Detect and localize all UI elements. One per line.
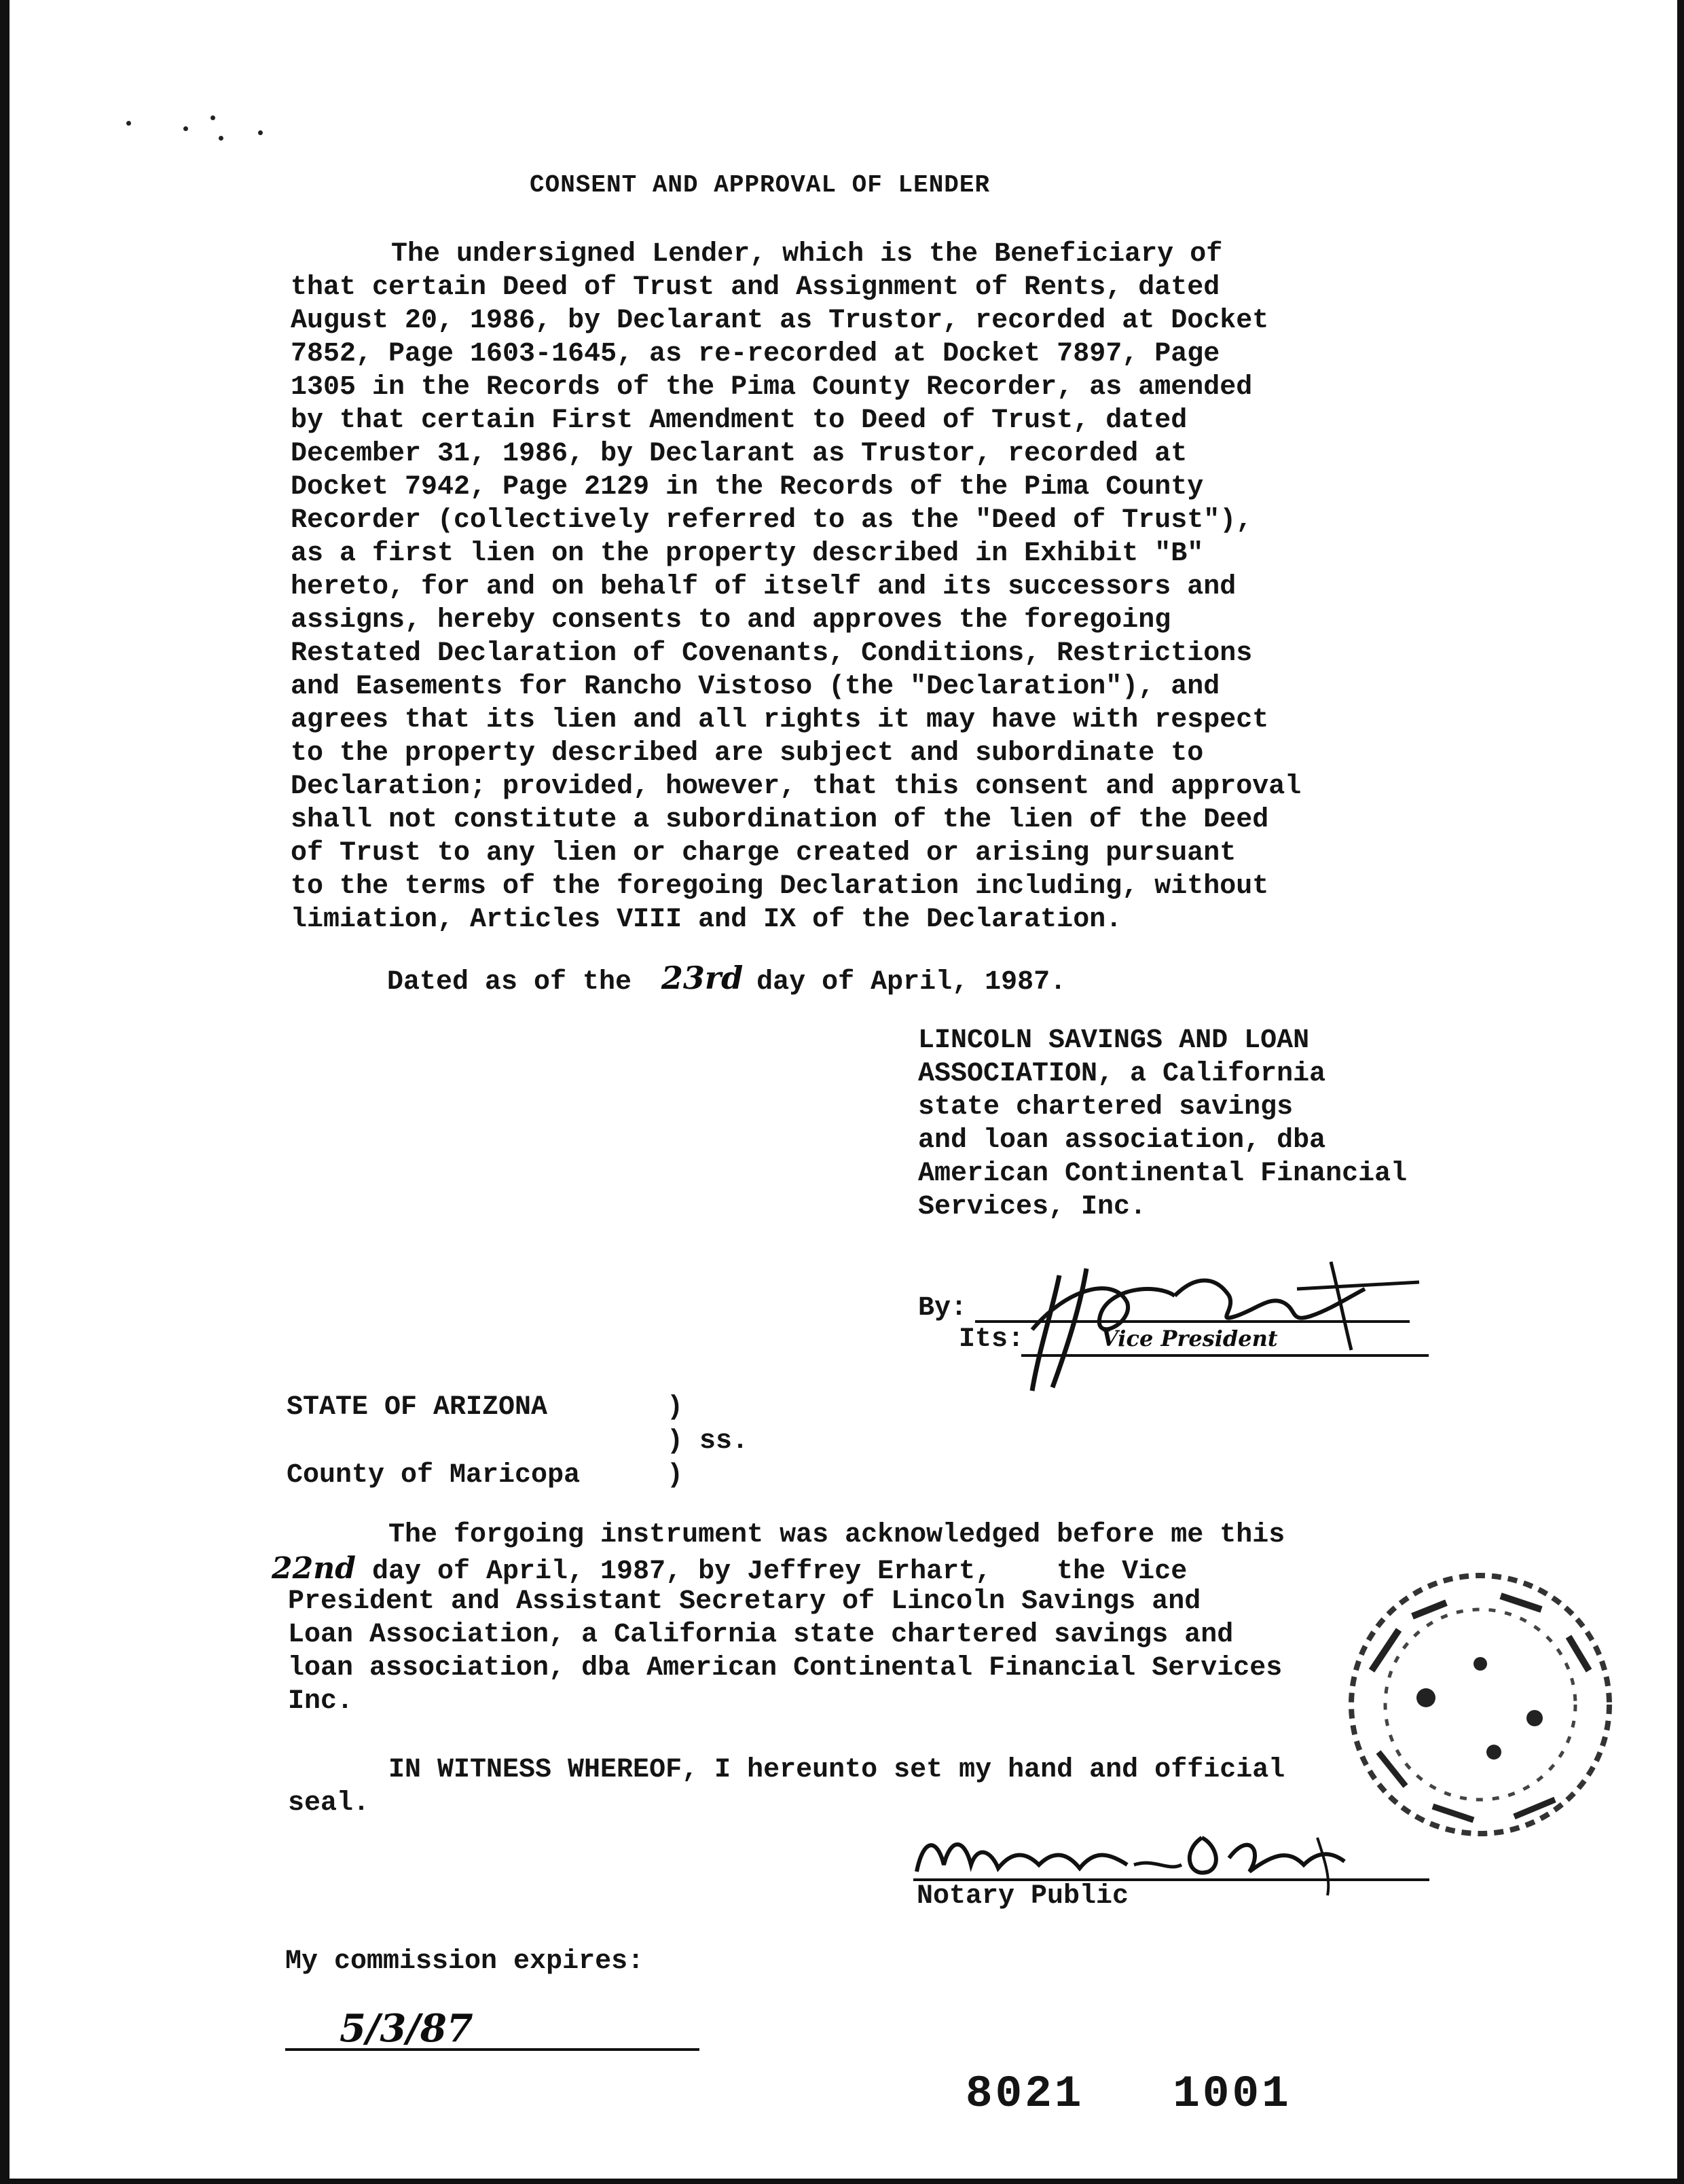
- venue-state-line: [287, 1391, 684, 1425]
- ack-line: President and Assistant Secretary of Lincoln Savings and: [288, 1586, 1201, 1617]
- scan-speck: [219, 136, 223, 141]
- body-line: of Trust to any lien or charge created or arising pursuant: [291, 838, 1237, 869]
- consent-paragraph: [291, 238, 1540, 936]
- venue-block: [287, 1391, 749, 1493]
- body-line: shall not constitute a subordination of the lien of the Deed: [291, 805, 1269, 835]
- ack-line: Loan Association, a California state chartered savings and: [288, 1620, 1234, 1650]
- body-line: as a first lien on the property described in Exhibit "B": [291, 539, 1204, 569]
- body-line: by that certain First Amendment to Deed of Trust, dated: [291, 405, 1188, 436]
- scan-edge-right: [1677, 0, 1684, 2184]
- body-line: Docket 7942, Page 2129 in the Records of the Pima County: [291, 472, 1204, 503]
- lender-block: [918, 1024, 1407, 1224]
- ack-line: Inc.: [288, 1686, 354, 1717]
- body-line: Recorder (collectively referred to as the "Deed of Trust"),: [291, 505, 1253, 536]
- ack-handwritten-day: 22nd: [272, 1551, 356, 1586]
- its-label-text: Its:: [959, 1324, 1025, 1355]
- venue-paren: ): [667, 1460, 684, 1491]
- scan-edge-left: [0, 0, 10, 2184]
- document-title: CONSENT AND APPROVAL OF LENDER: [530, 171, 991, 199]
- lender-line: ASSOCIATION, a California: [918, 1059, 1326, 1089]
- body-line: limiation, Articles VIII and IX of the Declaration.: [291, 905, 1122, 935]
- witness-line: seal.: [288, 1788, 370, 1819]
- lender-line: LINCOLN SAVINGS AND LOAN: [918, 1025, 1310, 1056]
- scan-speck: [258, 130, 263, 135]
- body-line: to the terms of the foregoing Declaration including, without: [291, 871, 1269, 902]
- commission-expiry-date: 5/3/87: [340, 2006, 473, 2051]
- body-line: Restated Declaration of Covenants, Conditions, Restrictions: [291, 638, 1253, 669]
- body-line: and Easements for Rancho Vistoso (the "Declaration"), and: [291, 672, 1220, 702]
- body-line: Declaration; provided, however, that this consent and approval: [291, 771, 1302, 802]
- body-line: The undersigned Lender, which is the Beneficiary of: [391, 239, 1223, 270]
- scan-speck: [126, 121, 131, 126]
- body-line: 1305 in the Records of the Pima County Recorder, as amended: [291, 372, 1253, 403]
- its-title-handwritten: Vice President: [1101, 1326, 1278, 1351]
- body-line: assigns, hereby consents to and approves the foregoing: [291, 605, 1171, 636]
- ack-line: loan association, dba American Continental Financial Services: [288, 1653, 1283, 1684]
- dated-line: [387, 960, 1066, 998]
- lender-line: and loan association, dba: [918, 1125, 1326, 1156]
- dated-suffix: day of April, 1987.: [756, 967, 1067, 998]
- scan-speck: [210, 115, 215, 120]
- body-line: August 20, 1986, by Declarant as Trustor, recorded at Docket: [291, 306, 1269, 336]
- witness-line: IN WITNESS WHEREOF, I hereunto set my hand and official: [388, 1755, 1285, 1785]
- by-label: By:: [918, 1293, 968, 1324]
- expiry-rule: [285, 2048, 699, 2051]
- venue-ss: ) ss.: [667, 1426, 749, 1457]
- body-line: to the property described are subject and subordinate to: [291, 738, 1204, 769]
- body-line: that certain Deed of Trust and Assignment of Rents, dated: [291, 272, 1220, 303]
- ack-line-text: day of April, 1987, by Jeffrey Erhart, the Vice: [372, 1557, 1188, 1587]
- notary-seal: [1277, 1548, 1657, 1847]
- scan-edge-bottom: [0, 2179, 1684, 2184]
- lender-line: state chartered savings: [918, 1092, 1294, 1123]
- lender-signature: [1012, 1248, 1433, 1398]
- venue-ss-line: [287, 1425, 749, 1459]
- dated-prefix: Dated as of the: [387, 967, 648, 998]
- body-line: hereto, for and on behalf of itself and its successors and: [291, 572, 1237, 602]
- body-line: agrees that its lien and all rights it may have with respect: [291, 705, 1269, 735]
- lender-line: Services, Inc.: [918, 1192, 1147, 1222]
- handwritten-day: 23rd: [661, 960, 744, 996]
- body-line: 7852, Page 1603-1645, as re-recorded at Docket 7897, Page: [291, 339, 1220, 369]
- venue-county: County of Maricopa: [287, 1460, 581, 1491]
- ack-line: The forgoing instrument was acknowledged before me this: [388, 1520, 1285, 1550]
- body-line: December 31, 1986, by Declarant as Trustor, recorded at: [291, 439, 1188, 469]
- venue-state: STATE OF ARIZONA: [287, 1392, 548, 1423]
- scan-speck: [183, 126, 188, 131]
- venue-county-line: [287, 1459, 684, 1493]
- lender-line: American Continental Financial: [918, 1159, 1408, 1189]
- venue-paren: ): [667, 1392, 684, 1423]
- commission-label: My commission expires:: [285, 1946, 644, 1977]
- docket-page-number: 8021 1001: [966, 2069, 1292, 2119]
- notary-label: Notary Public: [917, 1881, 1129, 1912]
